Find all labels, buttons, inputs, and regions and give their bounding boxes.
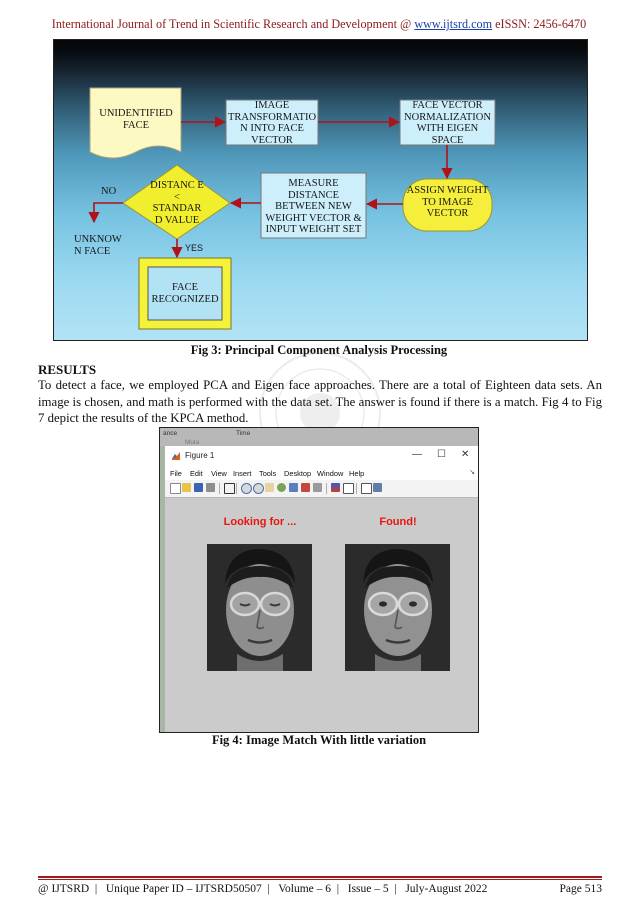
new-figure-icon[interactable]	[170, 483, 181, 494]
zoom-in-icon[interactable]	[241, 483, 252, 494]
found-title: Found!	[379, 516, 417, 528]
figure3-caption: Fig 3: Principal Component Analysis Processing	[190, 343, 448, 357]
save-icon[interactable]	[194, 483, 203, 492]
pca-flowchart	[53, 39, 588, 341]
toolbar-separator-1	[219, 483, 220, 494]
open-file-icon[interactable]	[182, 483, 191, 492]
colorbar-icon[interactable]	[331, 483, 340, 492]
face-recognized-label: FACE RECOGNIZED	[151, 282, 219, 305]
footer-sep-4: |	[391, 883, 403, 895]
link-icon[interactable]	[313, 483, 322, 492]
pan-icon[interactable]	[265, 483, 274, 492]
yes-branch-label: YES	[185, 243, 204, 253]
background-column-1: ance	[163, 430, 178, 437]
close-icon[interactable]: ✕	[461, 449, 470, 460]
footer-page-number: Page 513	[559, 883, 602, 895]
results-heading: RESULTS	[38, 362, 97, 377]
decision-label: DISTANC E < STANDAR D VALUE	[150, 180, 204, 226]
menu-desktop[interactable]: Desktop	[284, 469, 312, 478]
footer-sep-1: |	[92, 883, 103, 895]
data-cursor-icon[interactable]	[289, 483, 298, 492]
window-title: Figure 1	[185, 451, 215, 460]
zoom-out-icon[interactable]	[253, 483, 264, 494]
menu-edit[interactable]: Edit	[190, 469, 203, 478]
background-sub-label: Mula	[185, 439, 200, 446]
toolbar-separator-3	[326, 483, 327, 494]
menu-bar	[165, 466, 478, 480]
footer-issue: Issue – 5	[347, 883, 389, 895]
journal-website-link[interactable]: www.ijtsrd.com	[414, 17, 493, 31]
pointer-icon[interactable]	[224, 483, 235, 494]
figure4-screenshot	[159, 427, 479, 733]
show-plot-tools-icon[interactable]	[373, 483, 382, 492]
matched-face-image	[345, 544, 450, 671]
print-icon[interactable]	[206, 483, 215, 492]
menu-expand-icon[interactable]: ↘	[469, 469, 475, 476]
journal-issn: eISSN: 2456-6470	[495, 17, 587, 31]
matlab-logo-icon	[171, 451, 181, 461]
page-footer	[38, 883, 602, 895]
maximize-icon[interactable]: ☐	[437, 449, 446, 460]
toolbar-separator-4	[356, 483, 357, 494]
query-face-image	[207, 544, 312, 671]
footer-sep-3: |	[333, 883, 345, 895]
normalization-label: FACE VECTOR NORMALIZATION WITH EIGEN SPACE	[404, 100, 491, 146]
footer-journal: @ IJTSRD	[38, 883, 90, 895]
menu-help[interactable]: Help	[349, 469, 365, 478]
footer-rule-thin	[38, 879, 602, 880]
matlab-figure-window	[165, 446, 478, 732]
hide-plot-tools-icon[interactable]	[361, 483, 372, 494]
image-transformation-label: IMAGE TRANSFORMATIO N INTO FACE VECTOR	[227, 100, 317, 146]
menu-window[interactable]: Window	[317, 469, 344, 478]
no-branch-label: NO	[101, 186, 117, 197]
menu-insert[interactable]: Insert	[233, 469, 252, 478]
unknown-face-label: UNKNOW N FACE	[74, 234, 122, 257]
looking-for-title: Looking for ...	[223, 516, 297, 528]
brush-icon[interactable]	[301, 483, 310, 492]
running-header	[0, 17, 638, 32]
window-title-bar[interactable]	[165, 446, 478, 466]
footer-date: July-August 2022	[405, 883, 488, 895]
footer-sep-2: |	[264, 883, 276, 895]
unidentified-face-label: UNIDENTIFIED FACE	[99, 108, 173, 131]
minimize-icon[interactable]: —	[412, 449, 422, 460]
footer-volume: Volume – 6	[278, 883, 332, 895]
arrow-no-branch	[94, 203, 123, 222]
menu-file[interactable]: File	[170, 469, 182, 478]
rotate-icon[interactable]	[277, 483, 286, 492]
measure-distance-label: MEASURE DISTANCE BETWEEN NEW WEIGHT VECTOR & INPUT WEIGHT SET	[265, 178, 362, 235]
toolbar-separator-2	[236, 483, 237, 494]
assign-weight-label: ASSIGN WEIGHT TO IMAGE VECTOR	[406, 185, 489, 219]
figure4-caption: Fig 4: Image Match With little variation	[211, 733, 427, 747]
footer-rule-thick	[38, 876, 602, 878]
menu-tools[interactable]: Tools	[259, 469, 277, 478]
menu-view[interactable]: View	[211, 469, 227, 478]
footer-paper-id: Unique Paper ID – IJTSRD50507	[105, 883, 262, 895]
results-paragraph: To detect a face, we employed PCA and Eigen face approaches. There are a total of Eighteen data sets. An image is chosen, and math is performed with the data set. The answer is found if there is a match. Fig 4 to Fig 7 depict the results of the KPCA method.	[38, 378, 602, 425]
background-window-strip	[160, 428, 478, 446]
figure-toolbar	[165, 480, 478, 498]
legend-icon[interactable]	[343, 483, 354, 494]
journal-name: International Journal of Trend in Scientific Research and Development @	[51, 17, 412, 31]
background-column-2: Time	[236, 430, 251, 437]
